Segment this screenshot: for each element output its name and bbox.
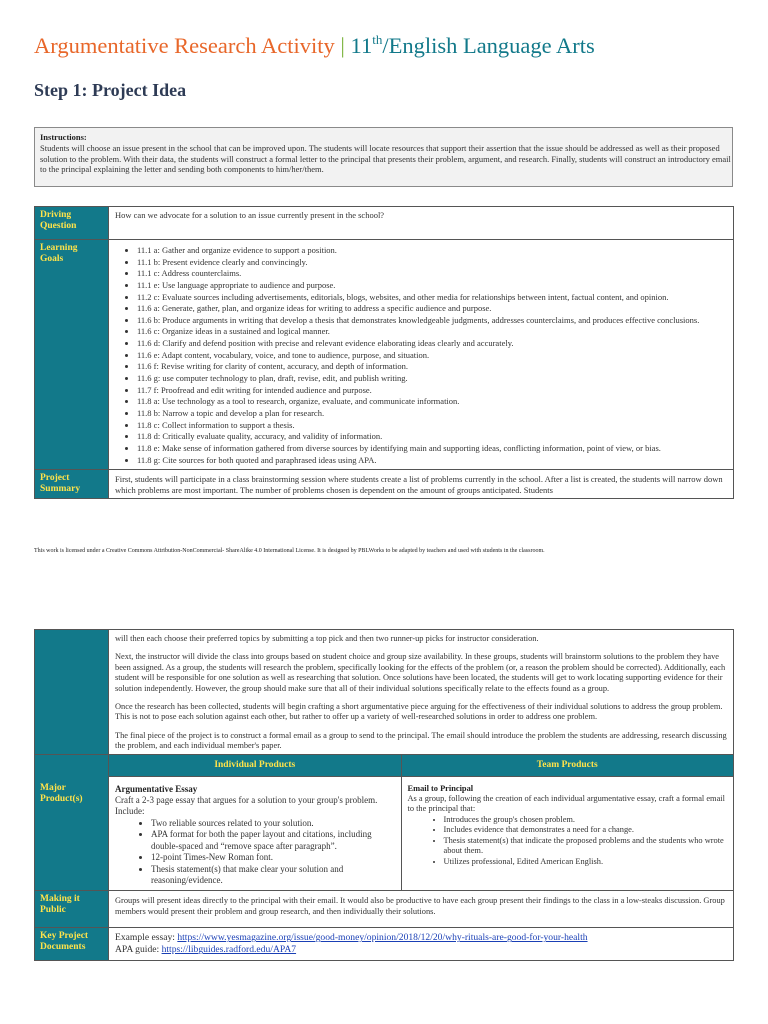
title-grade-suffix: th	[372, 32, 383, 47]
project-summary-text-start: First, students will participate in a class brainstorming session where students create a list of problems currently in the school. After a list is created, the students will narrow down which problems are most important. The number of problems chosen is dependent on the amount of groups anticipated. Students	[109, 470, 734, 499]
row-key-documents	[35, 928, 734, 961]
essay-requirement: • APA format for both the paper layout and citations, including double-spaced and “remove space after paragraph”.	[151, 829, 395, 852]
essay-requirement: • Thesis statement(s) that make clear your solution and reasoning/evidence.	[151, 864, 395, 887]
email-title: Email to Principal	[407, 783, 474, 793]
summary-paragraph: The final piece of the project is to construct a formal email as a group to send to the principal. The email should introduce the problem the students are addressing, research discussing the problem, and each individual member's paper.	[115, 730, 727, 751]
title-subject: /English Language Arts	[382, 33, 595, 58]
learning-goal-item: • 11.2 c: Evaluate sources including advertisements, editorials, blogs, websites, and other media for relationships between intent, factual content, and opinion.	[137, 292, 727, 303]
learning-goal-item: • 11.1 a: Gather and organize evidence to support a position.	[137, 245, 727, 256]
title-grade	[351, 33, 595, 58]
email-requirement: • Introduces the group's chosen problem.	[444, 815, 728, 825]
making-public-text: Groups will present ideas directly to the principal with their email. It would also be productive to have each group present their findings to the class in a low-steaks discussion. Group members would present their problem and group research, and then individually their solutions.	[109, 891, 734, 928]
learning-goal-item: • 11.8 g: Cite sources for both quoted and paraphrased ideas using APA.	[137, 455, 727, 466]
instructions-box	[34, 127, 733, 187]
learning-goals-list	[115, 245, 727, 465]
project-table-page2	[34, 629, 734, 961]
learning-goal-item: • 11.6 f: Revise writing for clarity of content, accuracy, and depth of information.	[137, 361, 727, 372]
project-summary-cell	[109, 630, 734, 755]
individual-products-cell	[109, 776, 401, 890]
email-intro: As a group, following the creation of each individual argumentative essay, craft a formal email to the principal that:	[407, 794, 725, 814]
driving-question-text: How can we advocate for a solution to an issue currently present in the school?	[109, 207, 734, 240]
email-requirement: • Utilizes professional, Edited American English.	[444, 857, 728, 867]
learning-goals-label: Learning Goals	[35, 240, 109, 470]
email-requirements-list	[408, 815, 728, 867]
project-summary-label-cont	[35, 630, 109, 755]
row-major-products	[35, 754, 734, 891]
row-project-summary-start	[35, 470, 734, 499]
essay-intro: Craft a 2-3 page essay that argues for a solution to your group's problem. Include:	[115, 795, 378, 817]
driving-question-label: Driving Question	[35, 207, 109, 240]
instructions-text: Students will choose an issue present in the school that can be improved upon. The students will locate resources that support their assertion that the issue should be addressed as well as their proposed solution to the problem. With their data, the students will construct a formal letter to the principal that presents their problem, argument, and research. Finally, students will construct an introductory email to the principal explaining the letter and sending both components to him/her/them.	[40, 142, 731, 175]
essay-title: Argumentative Essay	[115, 783, 198, 794]
project-table-page1	[34, 206, 734, 499]
learning-goal-item: • 11.1 c: Address counterclaims.	[137, 268, 727, 279]
apa-guide-link[interactable]: https://libguides.radford.edu/APA7	[161, 944, 297, 956]
learning-goal-item: • 11.8 b: Narrow a topic and develop a plan for research.	[137, 408, 727, 419]
products-table	[109, 755, 733, 891]
instructions-label: Instructions:	[40, 132, 87, 142]
example-essay-link[interactable]: https://www.yesmagazine.org/issue/good-money/opinion/2018/12/20/why-rituals-are-good-for-your-health	[177, 932, 588, 944]
learning-goal-item: • 11.6 a: Generate, gather, plan, and organize ideas for writing to address a specific audience and purpose.	[137, 303, 727, 314]
essay-requirement: • 12-point Times-New Roman font.	[151, 852, 395, 863]
row-learning-goals	[35, 240, 734, 470]
email-requirement: • Thesis statement(s) that indicate the proposed problems and the students who wrote about them.	[444, 836, 728, 857]
title-grade-number: 11	[350, 33, 373, 58]
learning-goal-item: • 11.8 c: Collect information to support a thesis.	[137, 420, 727, 431]
document-title	[34, 32, 595, 59]
major-products-label: Major Product(s)	[35, 754, 109, 891]
learning-goal-item: • 11.8 a: Use technology as a tool to research, organize, evaluate, and communicate information.	[137, 396, 727, 407]
learning-goal-item: • 11.1 e: Use language appropriate to audience and purpose.	[137, 280, 727, 291]
individual-products-header: Individual Products	[109, 755, 401, 777]
learning-goal-item: • 11.6 d: Clarify and defend position with precise and relevant evidence elaborating ideas clearly and accurately.	[137, 338, 727, 349]
email-requirement: • Includes evidence that demonstrates a need for a change.	[444, 825, 728, 835]
learning-goal-item: • 11.6 c: Organize ideas in a sustained and logical manner.	[137, 326, 727, 337]
row-driving-question	[35, 207, 734, 240]
essay-requirement: • Two reliable sources related to your solution.	[151, 818, 395, 829]
license-note: This work is licensed under a Creative Commons Attribution-NonCommercial- ShareAlike 4.0 International License. It is designed by PBLWorks to be adapted by teachers and used with students in the classroom.	[34, 548, 545, 554]
learning-goal-item: • 11.6 b: Produce arguments in writing that develop a thesis that demonstrates knowledgeable judgments, addresses counterclaims, and produces effective conclusions.	[137, 315, 727, 326]
team-products-header: Team Products	[401, 755, 733, 777]
summary-paragraph: Once the research has been collected, students will begin crafting a short argumentative piece arguing for the effectiveness of their individual solutions to address the group problem. This is not to pose each solution against each other, but rather to offer up a variety of well-researched solutions in order to address one problem.	[115, 702, 723, 722]
learning-goal-item: • 11.8 e: Make sense of information gathered from diverse sources by identifying main and supporting ideas, conflicting information, point of view, or bias.	[137, 443, 727, 454]
major-products-cell	[109, 754, 734, 891]
example-essay-label: Example essay:	[115, 932, 178, 944]
row-project-summary-cont	[35, 630, 734, 755]
project-summary-label: Project Summary	[35, 470, 109, 499]
learning-goals-cell	[109, 240, 734, 470]
learning-goal-item: • 11.7 f: Proofread and edit writing for intended audience and purpose.	[137, 385, 727, 396]
title-main: Argumentative Research Activity	[34, 33, 335, 58]
row-making-public	[35, 891, 734, 928]
learning-goal-item: • 11.6 e: Adapt content, vocabulary, voice, and tone to audience, purpose, and situation.	[137, 350, 727, 361]
team-products-cell	[401, 776, 733, 890]
summary-paragraph: will then each choose their preferred topics by submitting a top pick and then two runner-up picks for instructor consideration.	[115, 634, 539, 643]
title-separator: |	[340, 33, 345, 58]
learning-goal-item: • 11.8 d: Critically evaluate quality, accuracy, and validity of information.	[137, 431, 727, 442]
learning-goal-item: • 11.1 b: Present evidence clearly and convincingly.	[137, 257, 727, 268]
learning-goal-item: • 11.6 g: use computer technology to plan, draft, revise, edit, and publish writing.	[137, 373, 727, 384]
essay-requirements-list	[115, 818, 395, 886]
apa-guide-label: APA guide:	[115, 944, 162, 956]
making-public-label: Making it Public	[35, 891, 109, 928]
summary-paragraph: Next, the instructor will divide the class into groups based on student choice and group size availability. In these groups, students will brainstorm solutions to the problem they have been assigned. As a group, the students will research the problem, specifically looking for the effects of the problem (or, a reason the problem should be corrected). Additionally, each student will be responsible for one solution as well as researching that solution. Once solutions have been located, the students will get to work locating supporting evidence for their solution independently. However, the group should make sure that all of their individual solutions specifically relate to the effects found as a group.	[115, 652, 726, 693]
key-documents-label: Key Project Documents	[35, 928, 109, 961]
key-documents-cell	[109, 928, 734, 961]
step-heading: Step 1: Project Idea	[34, 80, 187, 100]
